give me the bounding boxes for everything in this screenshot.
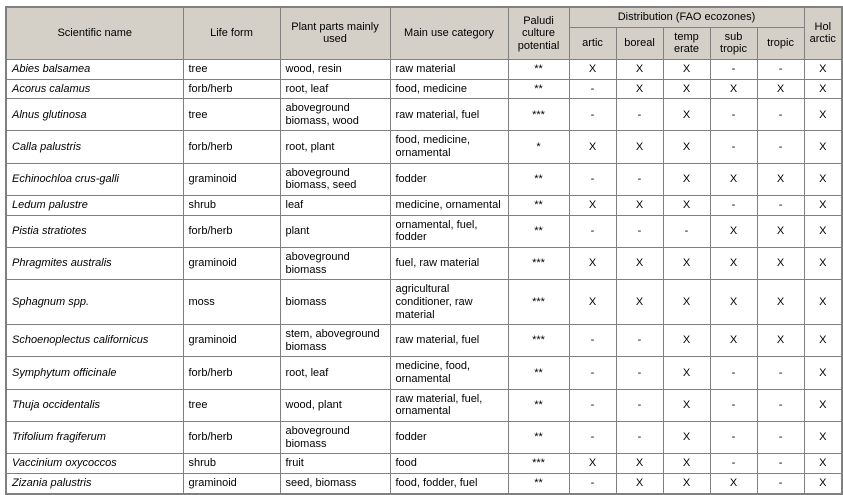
cell-main-use: agricultural conditioner, raw material	[390, 280, 508, 325]
cell-main-use: fuel, raw material	[390, 247, 508, 279]
cell-scientific-name: Pistia stratiotes	[6, 215, 183, 247]
cell-potential: ***	[508, 247, 569, 279]
cell-scientific-name: Ledum palustre	[6, 196, 183, 216]
table-row	[6, 215, 842, 247]
cell-eco-holarctic: X	[804, 422, 842, 454]
cell-eco-tropic: -	[757, 59, 804, 79]
cell-main-use: food, medicine, ornamental	[390, 131, 508, 163]
cell-main-use: food, fodder, fuel	[390, 473, 508, 493]
cell-plant-parts: aboveground biomass, seed	[280, 163, 390, 195]
cell-main-use: raw material, fuel, ornamental	[390, 389, 508, 421]
cell-potential: **	[508, 196, 569, 216]
cell-main-use: fodder	[390, 422, 508, 454]
cell-eco-subtropic: X	[710, 215, 757, 247]
cell-eco-tropic: -	[757, 389, 804, 421]
species-table	[5, 6, 843, 495]
cell-eco-subtropic: -	[710, 389, 757, 421]
cell-eco-temperate: X	[663, 454, 710, 474]
cell-potential: **	[508, 473, 569, 493]
cell-eco-tropic: -	[757, 454, 804, 474]
cell-scientific-name: Echinochloa crus-galli	[6, 163, 183, 195]
cell-eco-subtropic: X	[710, 247, 757, 279]
cell-eco-boreal: -	[616, 389, 663, 421]
cell-eco-artic: -	[569, 99, 616, 131]
table-row	[6, 422, 842, 454]
cell-potential: ***	[508, 454, 569, 474]
cell-eco-tropic: X	[757, 79, 804, 99]
cell-eco-artic: -	[569, 389, 616, 421]
cell-eco-boreal: X	[616, 131, 663, 163]
cell-scientific-name: Sphagnum spp.	[6, 280, 183, 325]
cell-eco-tropic: -	[757, 99, 804, 131]
cell-plant-parts: aboveground biomass	[280, 247, 390, 279]
cell-plant-parts: seed, biomass	[280, 473, 390, 493]
cell-eco-temperate: X	[663, 325, 710, 357]
cell-eco-temperate: X	[663, 59, 710, 79]
cell-plant-parts: wood, resin	[280, 59, 390, 79]
cell-eco-artic: X	[569, 247, 616, 279]
cell-eco-boreal: X	[616, 196, 663, 216]
cell-potential: ***	[508, 280, 569, 325]
cell-eco-temperate: X	[663, 389, 710, 421]
header-plant-parts: Plant parts mainly used	[280, 7, 390, 59]
cell-eco-holarctic: X	[804, 131, 842, 163]
cell-scientific-name: Abies balsamea	[6, 59, 183, 79]
cell-eco-subtropic: X	[710, 473, 757, 493]
cell-eco-tropic: X	[757, 325, 804, 357]
cell-eco-holarctic: X	[804, 163, 842, 195]
header-ecozone-artic: artic	[569, 27, 616, 59]
cell-eco-tropic: -	[757, 473, 804, 493]
cell-life-form: graminoid	[183, 325, 280, 357]
cell-eco-temperate: -	[663, 215, 710, 247]
cell-plant-parts: fruit	[280, 454, 390, 474]
cell-potential: ***	[508, 99, 569, 131]
cell-eco-holarctic: X	[804, 79, 842, 99]
cell-scientific-name: Symphytum officinale	[6, 357, 183, 389]
cell-eco-temperate: X	[663, 99, 710, 131]
cell-plant-parts: plant	[280, 215, 390, 247]
header-main-use: Main use category	[390, 7, 508, 59]
cell-scientific-name: Phragmites australis	[6, 247, 183, 279]
cell-eco-boreal: X	[616, 59, 663, 79]
cell-eco-temperate: X	[663, 163, 710, 195]
cell-life-form: forb/herb	[183, 79, 280, 99]
header-ecozone-boreal: boreal	[616, 27, 663, 59]
cell-potential: **	[508, 357, 569, 389]
table-row	[6, 99, 842, 131]
cell-eco-boreal: -	[616, 325, 663, 357]
cell-eco-subtropic: -	[710, 196, 757, 216]
cell-eco-artic: X	[569, 131, 616, 163]
cell-scientific-name: Alnus glutinosa	[6, 99, 183, 131]
header-life-form: Life form	[183, 7, 280, 59]
cell-eco-holarctic: X	[804, 280, 842, 325]
cell-eco-holarctic: X	[804, 247, 842, 279]
cell-scientific-name: Thuja occidentalis	[6, 389, 183, 421]
cell-potential: *	[508, 131, 569, 163]
cell-eco-subtropic: X	[710, 79, 757, 99]
cell-eco-artic: -	[569, 473, 616, 493]
header-paludi-potential: Paludi culture potential	[508, 7, 569, 59]
cell-eco-boreal: X	[616, 247, 663, 279]
table-row	[6, 280, 842, 325]
cell-eco-holarctic: X	[804, 454, 842, 474]
cell-eco-holarctic: X	[804, 215, 842, 247]
cell-plant-parts: root, leaf	[280, 357, 390, 389]
cell-eco-subtropic: X	[710, 325, 757, 357]
cell-eco-subtropic: -	[710, 422, 757, 454]
cell-scientific-name: Vaccinium oxycoccos	[6, 454, 183, 474]
header-row-group	[6, 7, 842, 27]
cell-eco-temperate: X	[663, 280, 710, 325]
cell-eco-temperate: X	[663, 131, 710, 163]
header-distribution-group: Distribution (FAO ecozones)	[569, 7, 804, 27]
table-row	[6, 357, 842, 389]
cell-eco-temperate: X	[663, 422, 710, 454]
cell-potential: **	[508, 163, 569, 195]
cell-potential: **	[508, 215, 569, 247]
cell-eco-temperate: X	[663, 357, 710, 389]
header-ecozone-tropic: tropic	[757, 27, 804, 59]
cell-eco-boreal: -	[616, 99, 663, 131]
header-ecozone-holarctic: Hol arctic	[804, 7, 842, 59]
cell-life-form: graminoid	[183, 163, 280, 195]
cell-eco-subtropic: X	[710, 280, 757, 325]
cell-life-form: forb/herb	[183, 131, 280, 163]
cell-eco-artic: -	[569, 79, 616, 99]
cell-potential: **	[508, 389, 569, 421]
cell-eco-artic: -	[569, 357, 616, 389]
cell-eco-boreal: X	[616, 473, 663, 493]
cell-eco-tropic: -	[757, 357, 804, 389]
cell-eco-subtropic: -	[710, 99, 757, 131]
cell-eco-subtropic: -	[710, 131, 757, 163]
cell-potential: **	[508, 79, 569, 99]
table-row	[6, 79, 842, 99]
cell-eco-artic: -	[569, 422, 616, 454]
cell-life-form: tree	[183, 389, 280, 421]
cell-eco-tropic: X	[757, 215, 804, 247]
cell-eco-holarctic: X	[804, 196, 842, 216]
cell-eco-artic: -	[569, 325, 616, 357]
header-ecozone-temperate: temp erate	[663, 27, 710, 59]
table-row	[6, 163, 842, 195]
cell-potential: ***	[508, 325, 569, 357]
header-ecozone-subtropic: sub tropic	[710, 27, 757, 59]
cell-eco-artic: -	[569, 163, 616, 195]
cell-plant-parts: aboveground biomass, wood	[280, 99, 390, 131]
cell-main-use: medicine, ornamental	[390, 196, 508, 216]
cell-life-form: moss	[183, 280, 280, 325]
cell-eco-artic: X	[569, 59, 616, 79]
cell-main-use: raw material	[390, 59, 508, 79]
table-row	[6, 131, 842, 163]
cell-plant-parts: root, plant	[280, 131, 390, 163]
cell-eco-temperate: X	[663, 473, 710, 493]
header-scientific-name: Scientific name	[6, 7, 183, 59]
cell-eco-holarctic: X	[804, 389, 842, 421]
cell-plant-parts: biomass	[280, 280, 390, 325]
cell-main-use: raw material, fuel	[390, 99, 508, 131]
cell-eco-boreal: X	[616, 79, 663, 99]
table-row	[6, 196, 842, 216]
cell-eco-subtropic: -	[710, 454, 757, 474]
cell-eco-boreal: -	[616, 422, 663, 454]
cell-life-form: tree	[183, 99, 280, 131]
cell-eco-subtropic: -	[710, 59, 757, 79]
cell-eco-tropic: X	[757, 247, 804, 279]
cell-potential: **	[508, 59, 569, 79]
cell-plant-parts: leaf	[280, 196, 390, 216]
cell-eco-temperate: X	[663, 196, 710, 216]
cell-eco-artic: X	[569, 196, 616, 216]
table-row	[6, 389, 842, 421]
cell-eco-tropic: -	[757, 196, 804, 216]
cell-main-use: medicine, food, ornamental	[390, 357, 508, 389]
cell-eco-tropic: X	[757, 280, 804, 325]
cell-eco-temperate: X	[663, 79, 710, 99]
table-row	[6, 454, 842, 474]
cell-eco-artic: -	[569, 215, 616, 247]
cell-eco-boreal: X	[616, 280, 663, 325]
cell-eco-temperate: X	[663, 247, 710, 279]
cell-eco-subtropic: -	[710, 357, 757, 389]
cell-main-use: raw material, fuel	[390, 325, 508, 357]
table-body	[6, 59, 842, 493]
cell-eco-holarctic: X	[804, 325, 842, 357]
cell-eco-boreal: X	[616, 454, 663, 474]
cell-eco-subtropic: X	[710, 163, 757, 195]
cell-scientific-name: Trifolium fragiferum	[6, 422, 183, 454]
cell-life-form: tree	[183, 59, 280, 79]
cell-scientific-name: Schoenoplectus californicus	[6, 325, 183, 357]
table-row	[6, 247, 842, 279]
cell-main-use: food	[390, 454, 508, 474]
cell-scientific-name: Calla palustris	[6, 131, 183, 163]
cell-eco-boreal: -	[616, 215, 663, 247]
cell-plant-parts: aboveground biomass	[280, 422, 390, 454]
cell-potential: **	[508, 422, 569, 454]
cell-life-form: shrub	[183, 454, 280, 474]
cell-eco-boreal: -	[616, 163, 663, 195]
cell-eco-holarctic: X	[804, 473, 842, 493]
cell-scientific-name: Zizania palustris	[6, 473, 183, 493]
table-header	[6, 7, 842, 59]
cell-life-form: graminoid	[183, 473, 280, 493]
table-row	[6, 325, 842, 357]
table-row	[6, 473, 842, 493]
cell-life-form: graminoid	[183, 247, 280, 279]
cell-eco-tropic: X	[757, 163, 804, 195]
table-row	[6, 59, 842, 79]
cell-plant-parts: root, leaf	[280, 79, 390, 99]
cell-eco-boreal: -	[616, 357, 663, 389]
cell-scientific-name: Acorus calamus	[6, 79, 183, 99]
cell-eco-holarctic: X	[804, 357, 842, 389]
cell-eco-artic: X	[569, 280, 616, 325]
cell-eco-tropic: -	[757, 422, 804, 454]
cell-main-use: fodder	[390, 163, 508, 195]
cell-plant-parts: stem, aboveground biomass	[280, 325, 390, 357]
cell-eco-holarctic: X	[804, 59, 842, 79]
cell-eco-artic: X	[569, 454, 616, 474]
cell-life-form: shrub	[183, 196, 280, 216]
cell-main-use: ornamental, fuel, fodder	[390, 215, 508, 247]
cell-eco-holarctic: X	[804, 99, 842, 131]
cell-plant-parts: wood, plant	[280, 389, 390, 421]
cell-main-use: food, medicine	[390, 79, 508, 99]
cell-eco-tropic: -	[757, 131, 804, 163]
cell-life-form: forb/herb	[183, 357, 280, 389]
cell-life-form: forb/herb	[183, 422, 280, 454]
cell-life-form: forb/herb	[183, 215, 280, 247]
